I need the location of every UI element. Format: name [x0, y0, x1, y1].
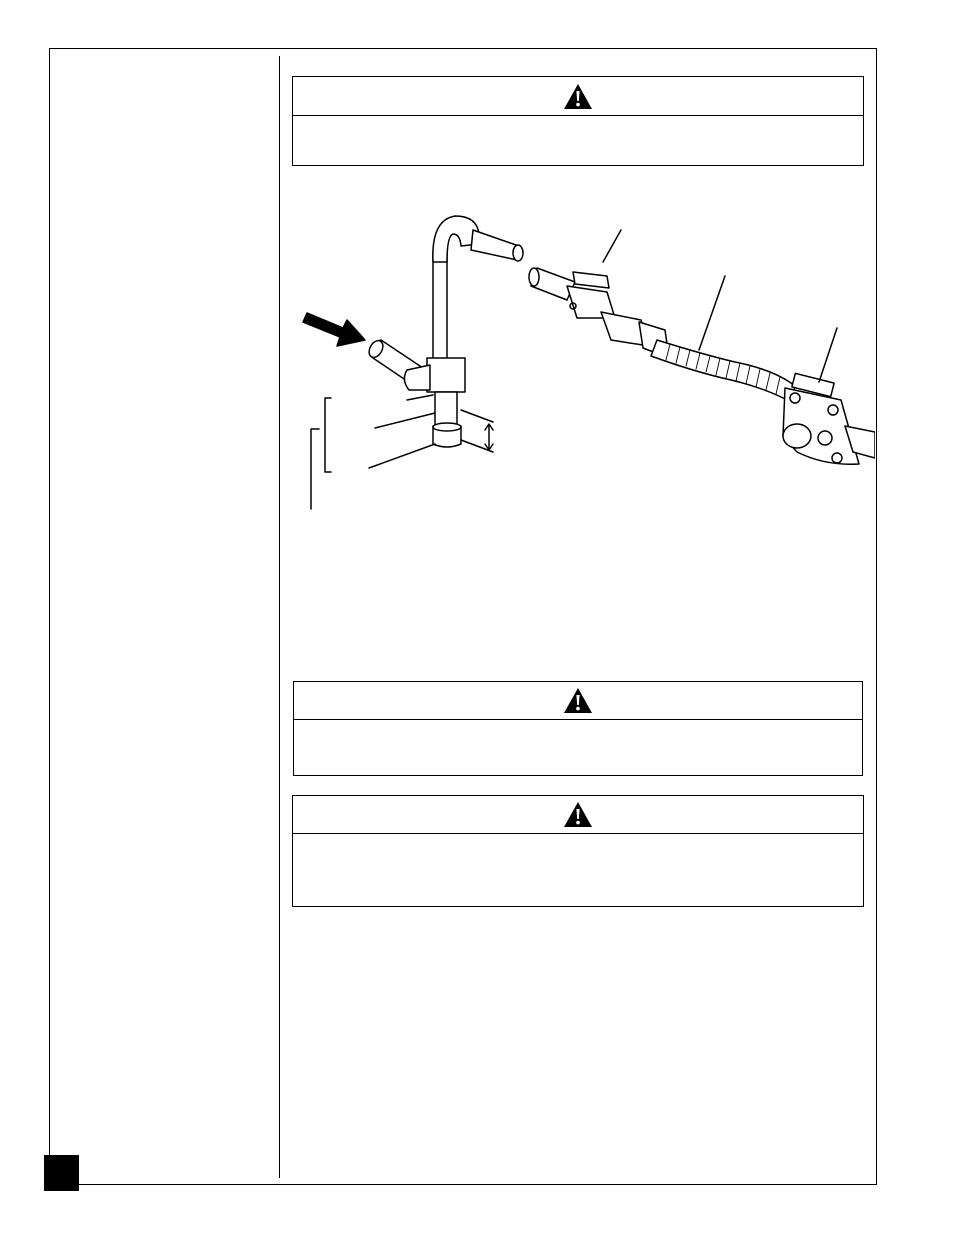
dimension-bracket-outer	[325, 398, 331, 472]
riser-pipe	[433, 252, 447, 360]
warning-triangle-icon	[563, 687, 593, 714]
warning-header	[294, 682, 862, 720]
warning-box-3	[292, 795, 864, 907]
gas-piping-illustration	[285, 200, 875, 520]
warning-box-2	[293, 681, 863, 776]
warning-header	[293, 796, 863, 834]
drip-leg-tee	[427, 358, 465, 392]
dimension-bracket-inner	[311, 429, 319, 509]
page-number-tab	[44, 1155, 79, 1191]
flexible-connector	[651, 340, 795, 402]
warning-body	[293, 833, 863, 906]
warning-triangle-icon	[563, 83, 593, 110]
valve-handle	[573, 272, 609, 288]
warning-header	[293, 77, 863, 116]
warning-body	[293, 115, 863, 165]
column-divider	[279, 56, 280, 1178]
warning-triangle-icon	[563, 801, 593, 828]
gas-flow-arrow	[303, 313, 365, 346]
warning-box-1	[292, 76, 864, 166]
warning-body	[294, 719, 862, 775]
